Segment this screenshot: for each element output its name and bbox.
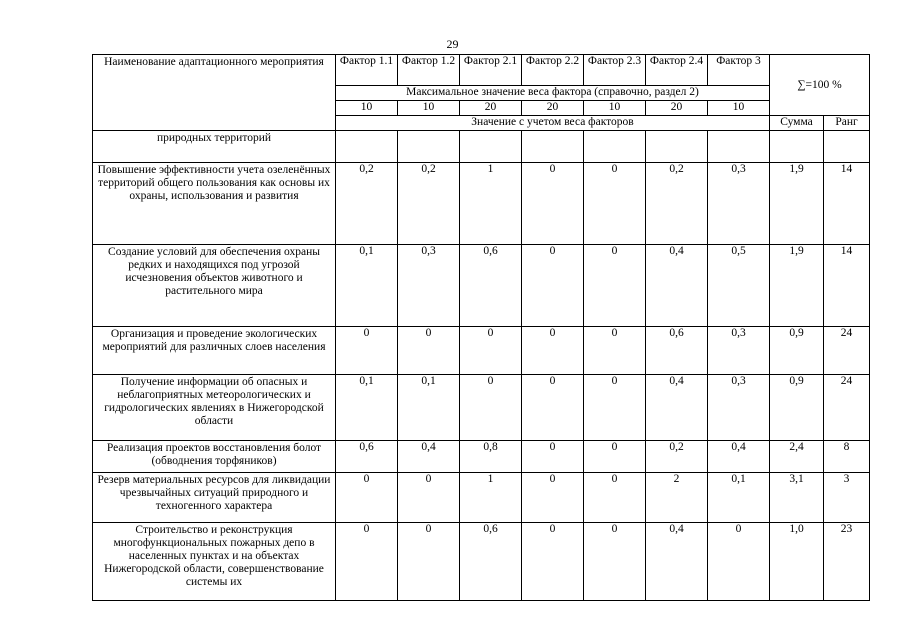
value-cell	[708, 131, 770, 163]
adaptation-measures-table	[92, 54, 870, 601]
value-cell: 0	[460, 375, 522, 441]
measure-name: природных территорий	[93, 131, 336, 163]
value-cell	[522, 131, 584, 163]
factor-header: Фактор 3	[708, 55, 770, 86]
factor-header: Фактор 1.2	[398, 55, 460, 86]
measure-name: Резерв материальных ресурсов для ликвидации чрезвычайных ситуаций природного и техногенного характера	[93, 473, 336, 523]
value-cell: 0	[584, 473, 646, 523]
weight-cell: 10	[584, 101, 646, 116]
measure-name: Организация и проведение экологических мероприятий для различных слоев населения	[93, 327, 336, 375]
sum-cell: 1,9	[770, 163, 824, 245]
value-cell: 0,4	[646, 375, 708, 441]
value-cell: 0	[522, 327, 584, 375]
value-cell: 0,2	[336, 163, 398, 245]
sum-cell	[770, 131, 824, 163]
sum-percent-header: ∑=100 %	[770, 55, 870, 116]
rank-cell: 14	[824, 245, 870, 327]
value-cell: 0	[398, 473, 460, 523]
weight-cell: 20	[646, 101, 708, 116]
value-cell: 0,3	[708, 327, 770, 375]
value-cell: 0	[336, 523, 398, 601]
weight-cell: 20	[460, 101, 522, 116]
value-cell: 0,5	[708, 245, 770, 327]
value-cell: 0,1	[336, 375, 398, 441]
value-cell: 0,3	[708, 375, 770, 441]
value-cell: 0,6	[336, 441, 398, 473]
value-cell: 0	[398, 523, 460, 601]
value-cell: 0,4	[708, 441, 770, 473]
value-cell: 0,1	[398, 375, 460, 441]
value-cell	[398, 131, 460, 163]
value-cell: 0,6	[460, 523, 522, 601]
value-cell: 0	[336, 327, 398, 375]
rank-cell	[824, 131, 870, 163]
weight-cell: 10	[708, 101, 770, 116]
measure-name: Строительство и реконструкция многофункциональных пожарных депо в населенных пунктах и на объектах Нижегородской области, совершенствование системы их	[93, 523, 336, 601]
value-cell: 0	[584, 441, 646, 473]
value-cell: 0,3	[398, 245, 460, 327]
max-weight-caption: Максимальное значение веса фактора (справочно, раздел 2)	[336, 86, 770, 101]
value-cell: 0	[708, 523, 770, 601]
weight-cell: 10	[398, 101, 460, 116]
value-cell: 0	[522, 441, 584, 473]
value-cell: 0,1	[708, 473, 770, 523]
value-cell: 1	[460, 163, 522, 245]
value-cell: 0,8	[460, 441, 522, 473]
value-cell: 0,6	[646, 327, 708, 375]
value-cell: 0	[398, 327, 460, 375]
rank-cell: 24	[824, 375, 870, 441]
sum-cell: 2,4	[770, 441, 824, 473]
sum-cell: 3,1	[770, 473, 824, 523]
values-caption: Значение с учетом веса факторов	[336, 116, 770, 131]
value-cell: 0	[522, 473, 584, 523]
value-cell	[336, 131, 398, 163]
value-cell: 0	[584, 163, 646, 245]
page-number: 29	[446, 37, 459, 51]
rank-cell: 24	[824, 327, 870, 375]
table-row	[93, 163, 870, 245]
weight-cell: 10	[336, 101, 398, 116]
table-row	[93, 327, 870, 375]
weight-cell: 20	[522, 101, 584, 116]
value-cell: 0	[584, 327, 646, 375]
value-cell	[646, 131, 708, 163]
rank-cell: 8	[824, 441, 870, 473]
factor-header: Фактор 2.1	[460, 55, 522, 86]
rank-cell: 3	[824, 473, 870, 523]
table-row	[93, 131, 870, 163]
table-row	[93, 523, 870, 601]
value-cell: 1	[460, 473, 522, 523]
factor-header: Фактор 2.3	[584, 55, 646, 86]
value-cell: 0	[584, 245, 646, 327]
value-cell: 0,2	[646, 441, 708, 473]
value-cell: 0,6	[460, 245, 522, 327]
measure-name: Реализация проектов восстановления болот (обводнения торфяников)	[93, 441, 336, 473]
value-cell: 0,4	[646, 245, 708, 327]
value-cell: 0	[522, 375, 584, 441]
value-cell: 0,4	[646, 523, 708, 601]
table-row	[93, 375, 870, 441]
value-cell: 0	[584, 375, 646, 441]
rank-cell: 23	[824, 523, 870, 601]
name-column-header: Наименование адаптационного мероприятия	[93, 55, 336, 131]
value-cell: 0,4	[398, 441, 460, 473]
table-row	[93, 441, 870, 473]
sum-cell: 1,0	[770, 523, 824, 601]
factor-header: Фактор 2.4	[646, 55, 708, 86]
measure-name: Создание условий для обеспечения охраны редких и находящихся под угрозой исчезновения объектов животного и растительного мира	[93, 245, 336, 327]
sum-header: Сумма	[770, 116, 824, 131]
value-cell: 0	[522, 245, 584, 327]
value-cell: 0	[522, 523, 584, 601]
table-row	[93, 245, 870, 327]
measure-name: Получение информации об опасных и неблагоприятных метеорологических и гидрологических явлениях в Нижегородской области	[93, 375, 336, 441]
value-cell: 0,3	[708, 163, 770, 245]
value-cell: 2	[646, 473, 708, 523]
value-cell: 0,2	[398, 163, 460, 245]
rank-cell: 14	[824, 163, 870, 245]
table-row	[93, 473, 870, 523]
value-cell: 0	[522, 163, 584, 245]
rank-header: Ранг	[824, 116, 870, 131]
value-cell: 0,2	[646, 163, 708, 245]
sum-cell: 0,9	[770, 375, 824, 441]
factor-header: Фактор 1.1	[336, 55, 398, 86]
measure-name: Повышение эффективности учета озеленённых территорий общего пользования как основы их охраны, использования и развития	[93, 163, 336, 245]
value-cell	[460, 131, 522, 163]
sum-cell: 0,9	[770, 327, 824, 375]
value-cell: 0	[336, 473, 398, 523]
sum-cell: 1,9	[770, 245, 824, 327]
value-cell: 0	[460, 327, 522, 375]
value-cell	[584, 131, 646, 163]
factor-header: Фактор 2.2	[522, 55, 584, 86]
value-cell: 0	[584, 523, 646, 601]
value-cell: 0,1	[336, 245, 398, 327]
